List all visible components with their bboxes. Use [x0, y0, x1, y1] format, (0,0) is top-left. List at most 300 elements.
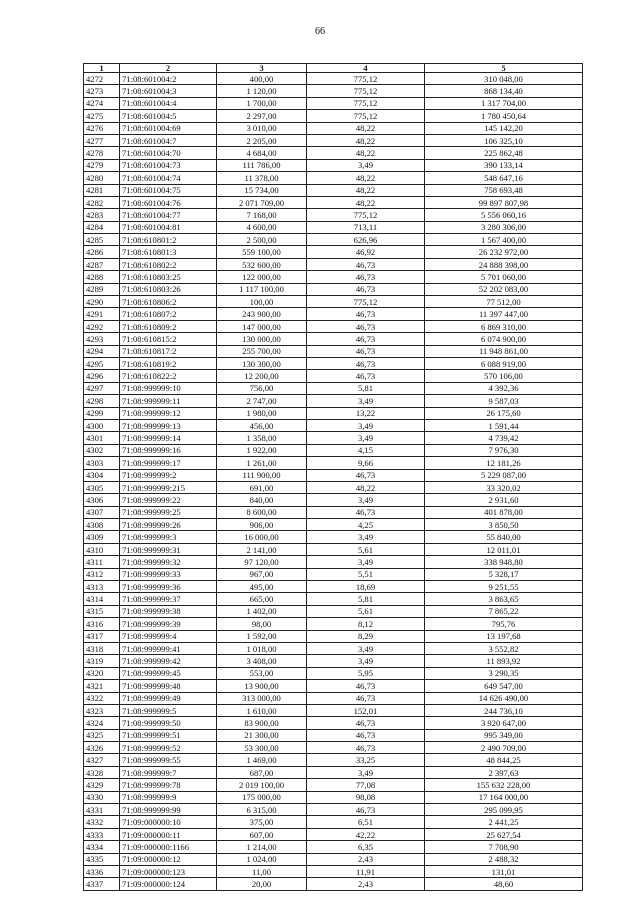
table-row	[84, 283, 583, 295]
row-number-cell: 4335	[84, 853, 120, 865]
row-number-cell: 4286	[84, 246, 120, 258]
cadastral-number-cell: 71:08:601004:81	[120, 221, 217, 233]
cadastral-value-cell: 6 869 310,00	[425, 320, 583, 332]
specific-value-cell: 6,35	[307, 841, 425, 853]
header-col-1: 1	[84, 64, 120, 73]
area-cell: 2 071 709,00	[217, 196, 307, 208]
area-cell: 1 469,00	[217, 754, 307, 766]
area-cell: 97 120,00	[217, 556, 307, 568]
specific-value-cell: 46,73	[307, 742, 425, 754]
cadastral-value-cell: 758 693,48	[425, 184, 583, 196]
row-number-cell: 4295	[84, 357, 120, 369]
area-cell: 83 900,00	[217, 717, 307, 729]
table-row	[84, 333, 583, 345]
table-row	[84, 642, 583, 654]
cadastral-number-cell: 71:08:999999:50	[120, 717, 217, 729]
cadastral-number-cell: 71:08:999999:3	[120, 531, 217, 543]
cadastral-number-cell: 71:08:999999:7	[120, 766, 217, 778]
cadastral-value-cell: 145 142,20	[425, 122, 583, 134]
table-row	[84, 147, 583, 159]
specific-value-cell: 46,73	[307, 469, 425, 481]
specific-value-cell: 46,73	[307, 345, 425, 357]
specific-value-cell: 46,73	[307, 320, 425, 332]
row-number-cell: 4308	[84, 519, 120, 531]
area-cell: 111 900,00	[217, 469, 307, 481]
area-cell: 840,00	[217, 494, 307, 506]
area-cell: 21 300,00	[217, 729, 307, 741]
area-cell: 2 297,00	[217, 110, 307, 122]
area-cell: 532 600,00	[217, 258, 307, 270]
area-cell: 20,00	[217, 878, 307, 890]
table-row	[84, 97, 583, 109]
cadastral-number-cell: 71:08:999999:14	[120, 432, 217, 444]
specific-value-cell: 8,12	[307, 618, 425, 630]
specific-value-cell: 8,29	[307, 630, 425, 642]
table-row	[84, 519, 583, 531]
specific-value-cell: 48,22	[307, 147, 425, 159]
area-cell: 8 600,00	[217, 506, 307, 518]
area-cell: 1 120,00	[217, 85, 307, 97]
cadastral-number-cell: 71:08:601004:74	[120, 172, 217, 184]
specific-value-cell: 46,73	[307, 258, 425, 270]
cadastral-value-table	[83, 63, 583, 891]
area-cell: 130 300,00	[217, 357, 307, 369]
cadastral-number-cell: 71:08:999999:9	[120, 791, 217, 803]
area-cell: 1 610,00	[217, 704, 307, 716]
specific-value-cell: 775,12	[307, 209, 425, 221]
table-row	[84, 419, 583, 431]
area-cell: 15 734,00	[217, 184, 307, 196]
table-row	[84, 494, 583, 506]
cadastral-value-cell: 6 088 919,00	[425, 357, 583, 369]
cadastral-number-cell: 71:08:601004:3	[120, 85, 217, 97]
area-cell: 2 747,00	[217, 395, 307, 407]
cadastral-value-cell: 2 490 709,00	[425, 742, 583, 754]
table-row	[84, 531, 583, 543]
area-cell: 7 168,00	[217, 209, 307, 221]
cadastral-value-cell: 131,01	[425, 866, 583, 878]
row-number-cell: 4336	[84, 866, 120, 878]
area-cell: 1 922,00	[217, 444, 307, 456]
area-cell: 559 100,00	[217, 246, 307, 258]
cadastral-value-cell: 2 931,60	[425, 494, 583, 506]
header-col-2: 2	[120, 64, 217, 73]
cadastral-value-cell: 25 627,54	[425, 828, 583, 840]
row-number-cell: 4330	[84, 791, 120, 803]
cadastral-value-cell: 7 976,30	[425, 444, 583, 456]
cadastral-value-cell: 3 850,50	[425, 519, 583, 531]
table-row	[84, 172, 583, 184]
specific-value-cell: 18,69	[307, 581, 425, 593]
table-row	[84, 568, 583, 580]
specific-value-cell: 46,73	[307, 333, 425, 345]
area-cell: 1 700,00	[217, 97, 307, 109]
row-number-cell: 4321	[84, 680, 120, 692]
area-cell: 6 315,00	[217, 804, 307, 816]
cadastral-value-cell: 3 552,82	[425, 642, 583, 654]
row-number-cell: 4320	[84, 667, 120, 679]
cadastral-number-cell: 71:08:999999:55	[120, 754, 217, 766]
row-number-cell: 4312	[84, 568, 120, 580]
cadastral-value-cell: 2 441,25	[425, 816, 583, 828]
cadastral-value-cell: 4 392,36	[425, 382, 583, 394]
table-row	[84, 841, 583, 853]
specific-value-cell: 46,73	[307, 370, 425, 382]
cadastral-value-cell: 6 074 900,00	[425, 333, 583, 345]
cadastral-number-cell: 71:08:999999:32	[120, 556, 217, 568]
specific-value-cell: 3,49	[307, 395, 425, 407]
row-number-cell: 4280	[84, 172, 120, 184]
cadastral-value-cell: 13 197,68	[425, 630, 583, 642]
table-row	[84, 866, 583, 878]
cadastral-number-cell: 71:08:999999:215	[120, 481, 217, 493]
specific-value-cell: 46,73	[307, 804, 425, 816]
cadastral-number-cell: 71:08:999999:78	[120, 779, 217, 791]
row-number-cell: 4315	[84, 605, 120, 617]
cadastral-number-cell: 71:08:610809:2	[120, 320, 217, 332]
cadastral-value-cell: 33 320,02	[425, 481, 583, 493]
table-row	[84, 593, 583, 605]
table-header-row	[84, 64, 583, 73]
row-number-cell: 4296	[84, 370, 120, 382]
cadastral-value-cell: 11 948 861,00	[425, 345, 583, 357]
table-row	[84, 618, 583, 630]
row-number-cell: 4318	[84, 642, 120, 654]
cadastral-value-cell: 11 893,92	[425, 655, 583, 667]
specific-value-cell: 48,22	[307, 481, 425, 493]
table-row	[84, 556, 583, 568]
area-cell: 1 358,00	[217, 432, 307, 444]
cadastral-value-cell: 5 328,17	[425, 568, 583, 580]
cadastral-value-cell: 12 181,26	[425, 457, 583, 469]
area-cell: 906,00	[217, 519, 307, 531]
specific-value-cell: 48,22	[307, 196, 425, 208]
table-row	[84, 605, 583, 617]
row-number-cell: 4310	[84, 543, 120, 555]
cadastral-number-cell: 71:08:999999:38	[120, 605, 217, 617]
cadastral-number-cell: 71:08:601004:69	[120, 122, 217, 134]
table-row	[84, 816, 583, 828]
table-row	[84, 258, 583, 270]
cadastral-number-cell: 71:08:999999:52	[120, 742, 217, 754]
specific-value-cell: 98,08	[307, 791, 425, 803]
row-number-cell: 4313	[84, 581, 120, 593]
specific-value-cell: 3,49	[307, 642, 425, 654]
cadastral-value-cell: 5 229 087,00	[425, 469, 583, 481]
table-row	[84, 878, 583, 890]
row-number-cell: 4306	[84, 494, 120, 506]
row-number-cell: 4332	[84, 816, 120, 828]
cadastral-value-cell: 99 897 807,98	[425, 196, 583, 208]
header-col-3: 3	[217, 64, 307, 73]
row-number-cell: 4281	[84, 184, 120, 196]
specific-value-cell: 3,49	[307, 766, 425, 778]
row-number-cell: 4304	[84, 469, 120, 481]
area-cell: 122 000,00	[217, 271, 307, 283]
table-row	[84, 506, 583, 518]
cadastral-value-cell: 338 948,80	[425, 556, 583, 568]
row-number-cell: 4300	[84, 419, 120, 431]
specific-value-cell: 48,22	[307, 134, 425, 146]
specific-value-cell: 9,66	[307, 457, 425, 469]
specific-value-cell: 46,73	[307, 692, 425, 704]
row-number-cell: 4307	[84, 506, 120, 518]
area-cell: 1 117 100,00	[217, 283, 307, 295]
area-cell: 2 205,00	[217, 134, 307, 146]
table-row	[84, 667, 583, 679]
specific-value-cell: 46,73	[307, 283, 425, 295]
table-row	[84, 320, 583, 332]
row-number-cell: 4284	[84, 221, 120, 233]
specific-value-cell: 713,11	[307, 221, 425, 233]
specific-value-cell: 5,51	[307, 568, 425, 580]
cadastral-value-cell: 1 591,44	[425, 419, 583, 431]
page-number: 66	[315, 26, 325, 37]
cadastral-number-cell: 71:08:601004:2	[120, 73, 217, 85]
row-number-cell: 4329	[84, 779, 120, 791]
area-cell: 495,00	[217, 581, 307, 593]
specific-value-cell: 775,12	[307, 85, 425, 97]
row-number-cell: 4272	[84, 73, 120, 85]
cadastral-number-cell: 71:08:610801:3	[120, 246, 217, 258]
cadastral-number-cell: 71:08:999999:11	[120, 395, 217, 407]
cadastral-number-cell: 71:08:999999:22	[120, 494, 217, 506]
row-number-cell: 4323	[84, 704, 120, 716]
row-number-cell: 4299	[84, 407, 120, 419]
area-cell: 53 300,00	[217, 742, 307, 754]
specific-value-cell: 77,08	[307, 779, 425, 791]
area-cell: 2 019 100,00	[217, 779, 307, 791]
cadastral-value-cell: 3 863,65	[425, 593, 583, 605]
cadastral-number-cell: 71:08:610806:2	[120, 296, 217, 308]
area-cell: 98,00	[217, 618, 307, 630]
table-row	[84, 73, 583, 85]
table-row	[84, 444, 583, 456]
specific-value-cell: 775,12	[307, 73, 425, 85]
specific-value-cell: 46,73	[307, 308, 425, 320]
cadastral-number-cell: 71:08:999999:26	[120, 519, 217, 531]
specific-value-cell: 3,49	[307, 419, 425, 431]
table-row	[84, 630, 583, 642]
row-number-cell: 4292	[84, 320, 120, 332]
specific-value-cell: 3,49	[307, 159, 425, 171]
header-col-5: 5	[425, 64, 583, 73]
area-cell: 147 000,00	[217, 320, 307, 332]
cadastral-value-cell: 26 175,60	[425, 407, 583, 419]
table-row	[84, 469, 583, 481]
cadastral-value-cell: 2 488,32	[425, 853, 583, 865]
area-cell: 400,00	[217, 73, 307, 85]
area-cell: 11,00	[217, 866, 307, 878]
specific-value-cell: 46,73	[307, 680, 425, 692]
specific-value-cell: 775,12	[307, 110, 425, 122]
cadastral-value-cell: 3 920 647,00	[425, 717, 583, 729]
row-number-cell: 4333	[84, 828, 120, 840]
row-number-cell: 4301	[84, 432, 120, 444]
cadastral-number-cell: 71:08:999999:51	[120, 729, 217, 741]
cadastral-value-cell: 795,76	[425, 618, 583, 630]
row-number-cell: 4278	[84, 147, 120, 159]
table-row	[84, 382, 583, 394]
cadastral-number-cell: 71:08:999999:37	[120, 593, 217, 605]
cadastral-value-cell: 390 133,14	[425, 159, 583, 171]
table-row	[84, 680, 583, 692]
table-row	[84, 184, 583, 196]
row-number-cell: 4287	[84, 258, 120, 270]
cadastral-number-cell: 71:09:000000:1166	[120, 841, 217, 853]
row-number-cell: 4317	[84, 630, 120, 642]
row-number-cell: 4297	[84, 382, 120, 394]
cadastral-number-cell: 71:09:000000:123	[120, 866, 217, 878]
row-number-cell: 4294	[84, 345, 120, 357]
cadastral-value-cell: 1 780 450,64	[425, 110, 583, 122]
cadastral-value-cell: 48,60	[425, 878, 583, 890]
area-cell: 2 500,00	[217, 234, 307, 246]
row-number-cell: 4282	[84, 196, 120, 208]
cadastral-number-cell: 71:08:999999:48	[120, 680, 217, 692]
row-number-cell: 4279	[84, 159, 120, 171]
row-number-cell: 4324	[84, 717, 120, 729]
table-row	[84, 655, 583, 667]
table-row	[84, 766, 583, 778]
cadastral-number-cell: 71:08:610822:2	[120, 370, 217, 382]
cadastral-number-cell: 71:08:999999:2	[120, 469, 217, 481]
cadastral-number-cell: 71:08:999999:49	[120, 692, 217, 704]
area-cell: 12 200,00	[217, 370, 307, 382]
row-number-cell: 4298	[84, 395, 120, 407]
table-row	[84, 481, 583, 493]
area-cell: 687,00	[217, 766, 307, 778]
cadastral-number-cell: 71:08:610803:26	[120, 283, 217, 295]
cadastral-number-cell: 71:08:601004:70	[120, 147, 217, 159]
cadastral-value-cell: 570 106,00	[425, 370, 583, 382]
cadastral-number-cell: 71:08:999999:25	[120, 506, 217, 518]
specific-value-cell: 13,22	[307, 407, 425, 419]
area-cell: 456,00	[217, 419, 307, 431]
table-row	[84, 134, 583, 146]
area-cell: 313 000,00	[217, 692, 307, 704]
row-number-cell: 4276	[84, 122, 120, 134]
specific-value-cell: 3,49	[307, 494, 425, 506]
specific-value-cell: 46,73	[307, 729, 425, 741]
cadastral-number-cell: 71:09:000000:12	[120, 853, 217, 865]
cadastral-value-cell: 48 844,25	[425, 754, 583, 766]
cadastral-number-cell: 71:08:601004:76	[120, 196, 217, 208]
specific-value-cell: 33,25	[307, 754, 425, 766]
cadastral-value-cell: 649 547,00	[425, 680, 583, 692]
row-number-cell: 4327	[84, 754, 120, 766]
specific-value-cell: 48,22	[307, 172, 425, 184]
cadastral-value-cell: 9 587,03	[425, 395, 583, 407]
table-row	[84, 581, 583, 593]
cadastral-number-cell: 71:08:999999:5	[120, 704, 217, 716]
area-cell: 1 018,00	[217, 642, 307, 654]
cadastral-number-cell: 71:08:601004:73	[120, 159, 217, 171]
table-row	[84, 122, 583, 134]
area-cell: 175 000,00	[217, 791, 307, 803]
area-cell: 111 786,00	[217, 159, 307, 171]
row-number-cell: 4314	[84, 593, 120, 605]
row-number-cell: 4325	[84, 729, 120, 741]
specific-value-cell: 46,73	[307, 717, 425, 729]
table-row	[84, 246, 583, 258]
row-number-cell: 4328	[84, 766, 120, 778]
specific-value-cell: 3,49	[307, 531, 425, 543]
area-cell: 4 600,00	[217, 221, 307, 233]
area-cell: 2 141,00	[217, 543, 307, 555]
specific-value-cell: 46,92	[307, 246, 425, 258]
cadastral-number-cell: 71:08:999999:41	[120, 642, 217, 654]
specific-value-cell: 5,61	[307, 605, 425, 617]
cadastral-number-cell: 71:08:999999:17	[120, 457, 217, 469]
specific-value-cell: 5,61	[307, 543, 425, 555]
cadastral-number-cell: 71:08:610802:2	[120, 258, 217, 270]
row-number-cell: 4309	[84, 531, 120, 543]
table-row	[84, 308, 583, 320]
area-cell: 16 000,00	[217, 531, 307, 543]
row-number-cell: 4302	[84, 444, 120, 456]
table-row	[84, 853, 583, 865]
specific-value-cell: 46,73	[307, 271, 425, 283]
row-number-cell: 4285	[84, 234, 120, 246]
area-cell: 1 214,00	[217, 841, 307, 853]
specific-value-cell: 6,51	[307, 816, 425, 828]
specific-value-cell: 42,22	[307, 828, 425, 840]
area-cell: 3 010,00	[217, 122, 307, 134]
table-row	[84, 457, 583, 469]
table-row	[84, 159, 583, 171]
cadastral-number-cell: 71:08:999999:16	[120, 444, 217, 456]
cadastral-value-cell: 155 632 228,00	[425, 779, 583, 791]
header-col-4: 4	[307, 64, 425, 73]
cadastral-number-cell: 71:08:610817:2	[120, 345, 217, 357]
row-number-cell: 4331	[84, 804, 120, 816]
table-row	[84, 345, 583, 357]
table-row	[84, 407, 583, 419]
cadastral-number-cell: 71:08:999999:99	[120, 804, 217, 816]
table-row	[84, 717, 583, 729]
area-cell: 3 408,00	[217, 655, 307, 667]
cadastral-number-cell: 71:08:999999:4	[120, 630, 217, 642]
specific-value-cell: 11,91	[307, 866, 425, 878]
area-cell: 1 402,00	[217, 605, 307, 617]
table-row	[84, 779, 583, 791]
table-row	[84, 209, 583, 221]
cadastral-number-cell: 71:08:999999:33	[120, 568, 217, 580]
table-row	[84, 271, 583, 283]
table-row	[84, 370, 583, 382]
row-number-cell: 4337	[84, 878, 120, 890]
table-row	[84, 692, 583, 704]
cadastral-number-cell: 71:08:999999:10	[120, 382, 217, 394]
row-number-cell: 4274	[84, 97, 120, 109]
cadastral-value-cell: 17 164 000,00	[425, 791, 583, 803]
area-cell: 553,00	[217, 667, 307, 679]
cadastral-number-cell: 71:08:999999:12	[120, 407, 217, 419]
cadastral-value-cell: 77 512,00	[425, 296, 583, 308]
cadastral-number-cell: 71:08:610807:2	[120, 308, 217, 320]
area-cell: 607,00	[217, 828, 307, 840]
row-number-cell: 4326	[84, 742, 120, 754]
cadastral-number-cell: 71:08:601004:75	[120, 184, 217, 196]
table-row	[84, 234, 583, 246]
specific-value-cell: 152,01	[307, 704, 425, 716]
cadastral-value-cell: 5 701 060,00	[425, 271, 583, 283]
area-cell: 13 900,00	[217, 680, 307, 692]
cadastral-value-cell: 868 134,40	[425, 85, 583, 97]
table-row	[84, 196, 583, 208]
table-row	[84, 296, 583, 308]
